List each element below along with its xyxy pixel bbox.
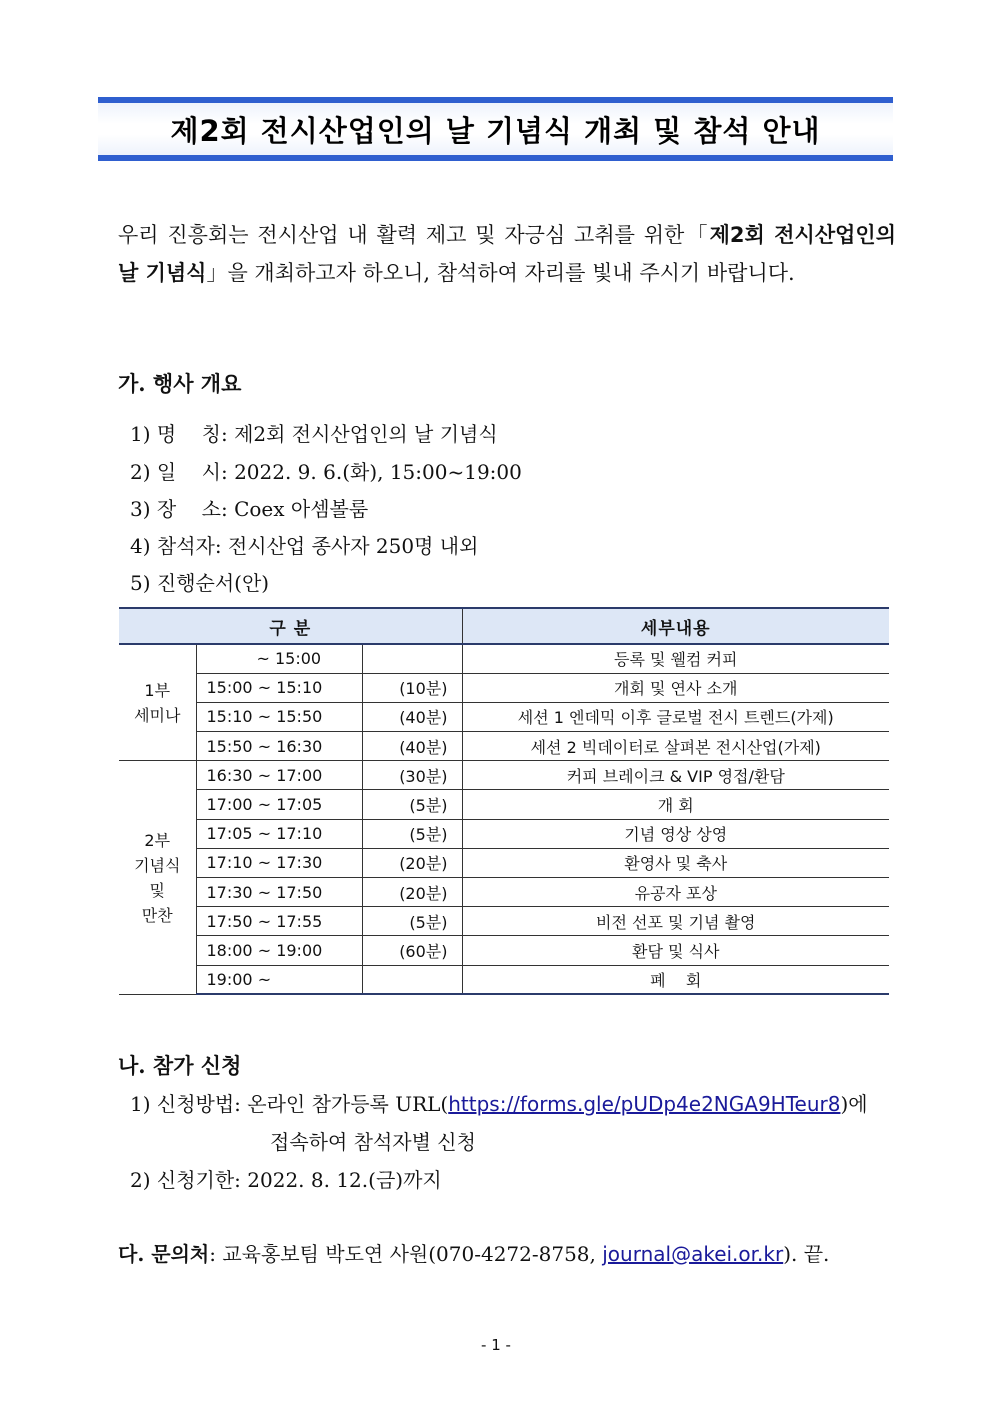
schedule-row [119, 673, 889, 702]
schedule-duration: (5분) [362, 907, 462, 936]
overview-item-label: 참석자: [156, 534, 222, 558]
intro-post: 」을 개최하고자 하오니, 참석하여 자리를 빛내 주시기 바랍니다. [206, 261, 795, 285]
apply-method-line2: 접속하여 참석자별 신청 [270, 1130, 476, 1154]
apply-deadline-line [130, 1164, 442, 1193]
event-overview-item [130, 567, 269, 596]
schedule-row [119, 644, 889, 673]
schedule-description: 개회 및 연사 소개 [462, 673, 889, 702]
schedule-header-detail: 세부내용 [462, 608, 889, 644]
schedule-description: 개 회 [462, 790, 889, 819]
schedule-header-group: 구 분 [119, 608, 462, 644]
schedule-duration [362, 965, 462, 994]
document-title: 제2회 전시산업인의 날 기념식 개최 및 참석 안내 [170, 113, 821, 148]
section-ga-heading: 가. 행사 개요 [118, 371, 242, 396]
schedule-description: 환담 및 식사 [462, 936, 889, 965]
apply-deadline-label: 신청기한: [156, 1168, 241, 1192]
intro-pre: 우리 진흥회는 전시산업 내 활력 제고 및 자긍심 고취를 위한「 [118, 223, 710, 247]
apply-method-num: 1) [130, 1092, 151, 1116]
event-overview-item [130, 530, 478, 559]
overview-item-num: 2) [130, 460, 151, 484]
schedule-table [119, 607, 889, 995]
schedule-description: 폐 회 [462, 965, 889, 994]
schedule-time: 17:50 ~ 17:55 [196, 907, 362, 936]
apply-method-pre: 온라인 참가등록 URL( [247, 1092, 449, 1116]
apply-method-line [130, 1088, 868, 1117]
schedule-row [119, 732, 889, 761]
schedule-description: 등록 및 웰컴 커피 [462, 644, 889, 673]
schedule-time: 17:05 ~ 17:10 [196, 819, 362, 848]
schedule-duration: (20분) [362, 878, 462, 907]
schedule-row [119, 790, 889, 819]
apply-deadline-num: 2) [130, 1168, 151, 1192]
schedule-header-row [119, 608, 889, 644]
schedule-description: 커피 브레이크 & VIP 영접/환담 [462, 761, 889, 790]
contact-email-link[interactable]: journal@akei.or.kr [602, 1242, 784, 1266]
schedule-duration [362, 644, 462, 673]
schedule-time: 15:50 ~ 16:30 [196, 732, 362, 761]
overview-item-label: 장 소: [156, 497, 228, 521]
overview-item-num: 3) [130, 497, 151, 521]
apply-method-label: 신청방법: [156, 1092, 241, 1116]
schedule-group-label: 2부 기념식 및 만찬 [119, 761, 196, 995]
schedule-time: 15:00 ~ 15:10 [196, 673, 362, 702]
event-overview-item [130, 418, 498, 447]
schedule-description: 환영사 및 축사 [462, 848, 889, 877]
contact-heading: 다. 문의처 [118, 1242, 210, 1266]
schedule-description: 비전 선포 및 기념 촬영 [462, 907, 889, 936]
schedule-description: 세션 2 빅데이터로 살펴본 전시산업(가제) [462, 732, 889, 761]
schedule-duration: (10분) [362, 673, 462, 702]
schedule-time: 19:00 ~ [196, 965, 362, 994]
event-overview-item [130, 456, 522, 485]
schedule-duration: (40분) [362, 732, 462, 761]
event-overview-item [130, 493, 368, 522]
schedule-row [119, 819, 889, 848]
schedule-time: ~ 15:00 [196, 644, 362, 673]
schedule-row [119, 761, 889, 790]
apply-deadline-value: 2022. 8. 12.(금)까지 [247, 1168, 442, 1192]
schedule-duration: (40분) [362, 702, 462, 731]
document-title-box [98, 97, 893, 161]
schedule-row [119, 965, 889, 994]
overview-item-value: 전시산업 종사자 250명 내외 [227, 534, 479, 558]
schedule-row [119, 702, 889, 731]
schedule-description: 유공자 포상 [462, 878, 889, 907]
schedule-group-label: 1부 세미나 [119, 644, 196, 761]
overview-item-value: 제2회 전시산업인의 날 기념식 [234, 422, 498, 446]
schedule-time: 15:10 ~ 15:50 [196, 702, 362, 731]
schedule-row [119, 848, 889, 877]
schedule-time: 17:10 ~ 17:30 [196, 848, 362, 877]
overview-item-label: 일 시: [156, 460, 228, 484]
overview-item-value: 2022. 9. 6.(화), 15:00~19:00 [234, 460, 522, 484]
schedule-row [119, 907, 889, 936]
schedule-duration: (5분) [362, 819, 462, 848]
schedule-time: 17:00 ~ 17:05 [196, 790, 362, 819]
schedule-duration: (60분) [362, 936, 462, 965]
overview-item-num: 5) [130, 571, 151, 595]
intro-paragraph [118, 216, 896, 292]
contact-line [118, 1238, 829, 1267]
schedule-description: 세션 1 엔데믹 이후 글로벌 전시 트렌드(가제) [462, 702, 889, 731]
intro-event-name: 제2회 전시산업인의 날 기념식 [118, 223, 896, 285]
overview-item-num: 1) [130, 422, 151, 446]
schedule-time: 18:00 ~ 19:00 [196, 936, 362, 965]
overview-item-label: 진행순서(안) [156, 571, 270, 595]
overview-item-num: 4) [130, 534, 151, 558]
schedule-time: 17:30 ~ 17:50 [196, 878, 362, 907]
schedule-time: 16:30 ~ 17:00 [196, 761, 362, 790]
schedule-row [119, 936, 889, 965]
overview-item-value: Coex 아셈볼룸 [234, 497, 369, 521]
section-na-heading: 나. 참가 신청 [118, 1053, 242, 1078]
schedule-description: 기념 영상 상영 [462, 819, 889, 848]
apply-method-post: )에 [840, 1092, 868, 1116]
schedule-duration: (30분) [362, 761, 462, 790]
page-number: - 1 - [481, 1336, 511, 1354]
overview-item-label: 명 칭: [156, 422, 228, 446]
schedule-duration: (5분) [362, 790, 462, 819]
contact-pre: : 교육홍보팀 박도연 사원(070-4272-8758, [209, 1242, 603, 1266]
contact-post: ). 끝. [783, 1242, 830, 1266]
schedule-duration: (20분) [362, 848, 462, 877]
schedule-row [119, 878, 889, 907]
registration-url-link[interactable]: https://forms.gle/pUDp4e2NGA9HTeur8 [448, 1092, 841, 1116]
